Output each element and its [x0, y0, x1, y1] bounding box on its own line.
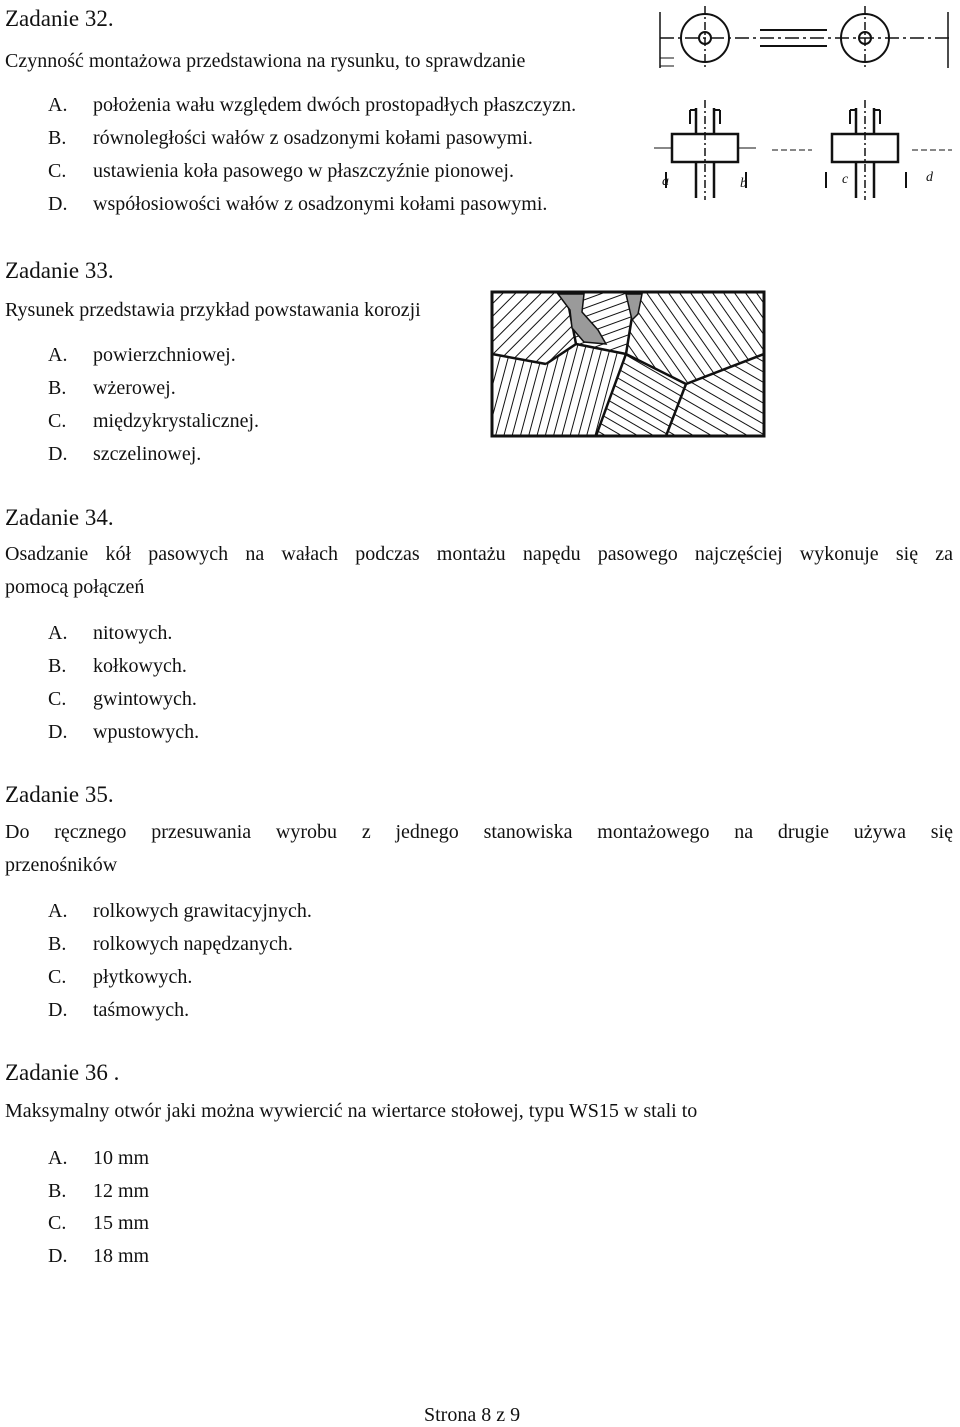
- option-letter: C.: [48, 688, 67, 710]
- option-letter: A.: [48, 622, 68, 644]
- option-letter: D.: [48, 193, 68, 215]
- task-32-option-a[interactable]: [48, 92, 576, 118]
- option-text: położenia wału względem dwóch prostopadłych płaszczyzn.: [93, 94, 577, 116]
- option-letter: A.: [48, 94, 68, 116]
- option-text: płytkowych.: [93, 966, 193, 988]
- option-letter: C.: [48, 1212, 67, 1234]
- option-letter: D.: [48, 999, 68, 1021]
- option-text: równoległości wałów z osadzonymi kołami pasowymi.: [93, 127, 533, 149]
- task-33-option-c[interactable]: [48, 408, 259, 434]
- task-32-option-b[interactable]: [48, 125, 533, 151]
- task-36-option-a[interactable]: [48, 1145, 149, 1171]
- option-letter: B.: [48, 377, 67, 399]
- task-34-option-c[interactable]: [48, 686, 197, 712]
- task-32-option-c[interactable]: [48, 158, 514, 184]
- figure-label-d: d: [926, 170, 933, 185]
- figure-label-b: b: [740, 176, 747, 191]
- option-letter: D.: [48, 721, 68, 743]
- option-letter: B.: [48, 1180, 67, 1202]
- task-35-option-b[interactable]: [48, 931, 293, 957]
- task-36-title: Zadanie 36 .: [5, 1060, 120, 1085]
- page-number: Strona 8 z 9: [424, 1404, 521, 1426]
- task-34-question-line2: pomocą połączeń: [5, 576, 145, 598]
- figure-label-a: a: [662, 174, 669, 189]
- task-32-question: Czynność montażowa przedstawiona na rysunku, to sprawdzanie: [5, 50, 526, 72]
- option-text: powierzchniowej.: [93, 344, 236, 366]
- option-letter: D.: [48, 443, 68, 465]
- option-letter: B.: [48, 127, 67, 149]
- option-text: 18 mm: [93, 1245, 150, 1267]
- task-34-option-a[interactable]: [48, 620, 172, 646]
- option-letter: A.: [48, 344, 68, 366]
- option-text: szczelinowej.: [93, 443, 202, 465]
- task-34-option-d[interactable]: [48, 719, 199, 745]
- task-36-option-d[interactable]: [48, 1243, 149, 1269]
- task-32-option-d[interactable]: [48, 191, 547, 217]
- task-34-question-line1: Osadzanie kół pasowych na wałach podczas montażu napędu pasowego najczęściej wykonuje się za: [5, 543, 953, 565]
- option-text: gwintowych.: [93, 688, 197, 710]
- option-text: nitowych.: [93, 622, 173, 644]
- task-35-title: Zadanie 35.: [5, 782, 114, 807]
- option-text: 15 mm: [93, 1212, 150, 1234]
- task-35-option-a[interactable]: [48, 898, 312, 924]
- task-34-option-b[interactable]: [48, 653, 187, 679]
- option-letter: A.: [48, 1147, 68, 1169]
- option-text: współosiowości wałów z osadzonymi kołami pasowymi.: [93, 193, 548, 215]
- option-letter: C.: [48, 410, 67, 432]
- task-33-figure: [486, 284, 768, 440]
- task-36-question: Maksymalny otwór jaki można wywiercić na wiertarce stołowej, typu WS15 w stali to: [5, 1100, 698, 1122]
- task-33-option-a[interactable]: [48, 342, 236, 368]
- task-33-option-d[interactable]: [48, 441, 201, 467]
- figure-label-c: c: [842, 172, 849, 187]
- option-text: 10 mm: [93, 1147, 150, 1169]
- task-34-title: Zadanie 34.: [5, 505, 114, 530]
- option-letter: C.: [48, 966, 67, 988]
- option-letter: C.: [48, 160, 67, 182]
- task-35-question-line2: przenośników: [5, 854, 118, 876]
- option-text: wpustowych.: [93, 721, 200, 743]
- task-33-title: Zadanie 33.: [5, 258, 114, 283]
- option-text: 12 mm: [93, 1180, 150, 1202]
- task-35-option-c[interactable]: [48, 964, 192, 990]
- option-text: wżerowej.: [93, 377, 176, 399]
- option-text: rolkowych napędzanych.: [93, 933, 293, 955]
- task-35-question-line1: Do ręcznego przesuwania wyrobu z jednego stanowiska montażowego na drugie używa się: [5, 821, 953, 843]
- task-33-question: Rysunek przedstawia przykład powstawania korozji: [5, 299, 421, 321]
- task-32-figure: [652, 0, 956, 210]
- task-32-title: Zadanie 32.: [5, 6, 114, 31]
- task-36-option-c[interactable]: [48, 1210, 149, 1236]
- option-text: ustawienia koła pasowego w płaszczyźnie pionowej.: [93, 160, 514, 182]
- option-text: kołkowych.: [93, 655, 187, 677]
- task-33-option-b[interactable]: [48, 375, 176, 401]
- option-text: rolkowych grawitacyjnych.: [93, 900, 312, 922]
- task-36-option-b[interactable]: [48, 1178, 149, 1204]
- option-text: międzykrystalicznej.: [93, 410, 260, 432]
- option-letter: B.: [48, 655, 67, 677]
- task-35-option-d[interactable]: [48, 997, 189, 1023]
- option-letter: B.: [48, 933, 67, 955]
- option-letter: D.: [48, 1245, 68, 1267]
- option-text: taśmowych.: [93, 999, 190, 1021]
- option-letter: A.: [48, 900, 68, 922]
